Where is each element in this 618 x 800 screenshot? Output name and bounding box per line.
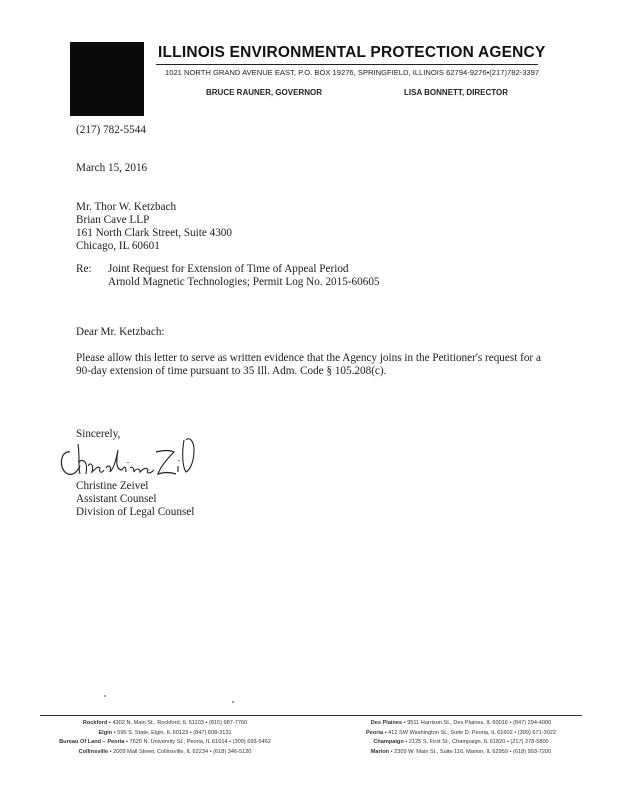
recipient-line: Chicago, IL 60601 bbox=[76, 240, 160, 252]
office-line: Champaign • 2125 S. First St., Champaign, IL 61820 • (217) 278-5800 bbox=[373, 739, 549, 746]
scan-speck bbox=[104, 695, 106, 697]
agency-address: 1021 NORTH GRAND AVENUE EAST, P.O. BOX 19276, SPRINGFIELD, ILLINOIS 62794-9276•(217)782-3397 bbox=[165, 68, 540, 77]
signer-division: Division of Legal Counsel bbox=[76, 506, 195, 518]
director-name: LISA BONNETT, DIRECTOR bbox=[404, 88, 509, 97]
subject-line: Arnold Magnetic Technologies; Permit Log No. 2015-60605 bbox=[108, 276, 380, 288]
signer-name: Christine Zeivel bbox=[76, 480, 149, 492]
office-line: Peoria • 412 SW Washington St., Suite D, Peoria, IL 61602 • (309) 671-3022 bbox=[365, 729, 557, 736]
signer-block bbox=[76, 480, 194, 519]
recipient-line: Mr. Thor W. Ketzbach bbox=[76, 201, 177, 213]
footer-offices-left bbox=[34, 719, 296, 757]
handwritten-signature bbox=[56, 422, 206, 484]
agency-logo bbox=[70, 42, 144, 116]
office-line: Collinsville • 2009 Mall Street, Collinsville, IL 62234 • (618) 346-5120 bbox=[78, 748, 252, 755]
recipient-line: Brian Cave LLP bbox=[76, 214, 150, 226]
subject-block bbox=[108, 263, 380, 289]
header-rule bbox=[156, 64, 538, 65]
governor-name: BRUCE RAUNER, GOVERNOR bbox=[206, 88, 323, 97]
closing: Sincerely, bbox=[76, 428, 121, 440]
footer-rule bbox=[40, 715, 582, 716]
office-line: Bureau Of Land – Peoria • 7620 N. University St., Peoria, IL 61614 • (309) 693-5462 bbox=[59, 739, 271, 746]
letter-date: March 15, 2016 bbox=[76, 162, 148, 174]
body-paragraph: Please allow this letter to serve as written evidence that the Agency joins in the Petitioner's request for a 90-day extension of time pursuant to 35 Ill. Adm. Code § 105.208(c). bbox=[76, 352, 541, 377]
scan-speck bbox=[232, 701, 234, 703]
recipient-address bbox=[76, 201, 232, 253]
office-line: Rockford • 4302 N. Main St., Rockford, IL 61103 • (815) 987-7760 bbox=[82, 720, 248, 726]
office-line: Des Plaines • 9511 Harrison St., Des Plaines, IL 60016 • (847) 294-4000 bbox=[370, 720, 552, 726]
agency-name: ILLINOIS ENVIRONMENTAL PROTECTION AGENCY bbox=[158, 44, 546, 61]
subject-line: Joint Request for Extension of Time of Appeal Period bbox=[108, 263, 349, 275]
salutation: Dear Mr. Ketzbach: bbox=[76, 326, 165, 338]
recipient-line: 161 North Clark Street, Suite 4300 bbox=[76, 227, 232, 239]
re-label: Re: bbox=[76, 263, 92, 275]
office-line: Marion • 2309 W. Main St., Suite 116, Marion, IL 62959 • (618) 993-7200 bbox=[370, 748, 552, 755]
signer-title: Assistant Counsel bbox=[76, 493, 157, 505]
footer-offices-right bbox=[330, 719, 592, 757]
office-line: Elgin • 595 S. State, Elgin, IL 60123 • (847) 608-3131 bbox=[98, 729, 232, 736]
phone-number: (217) 782-5544 bbox=[76, 124, 146, 136]
